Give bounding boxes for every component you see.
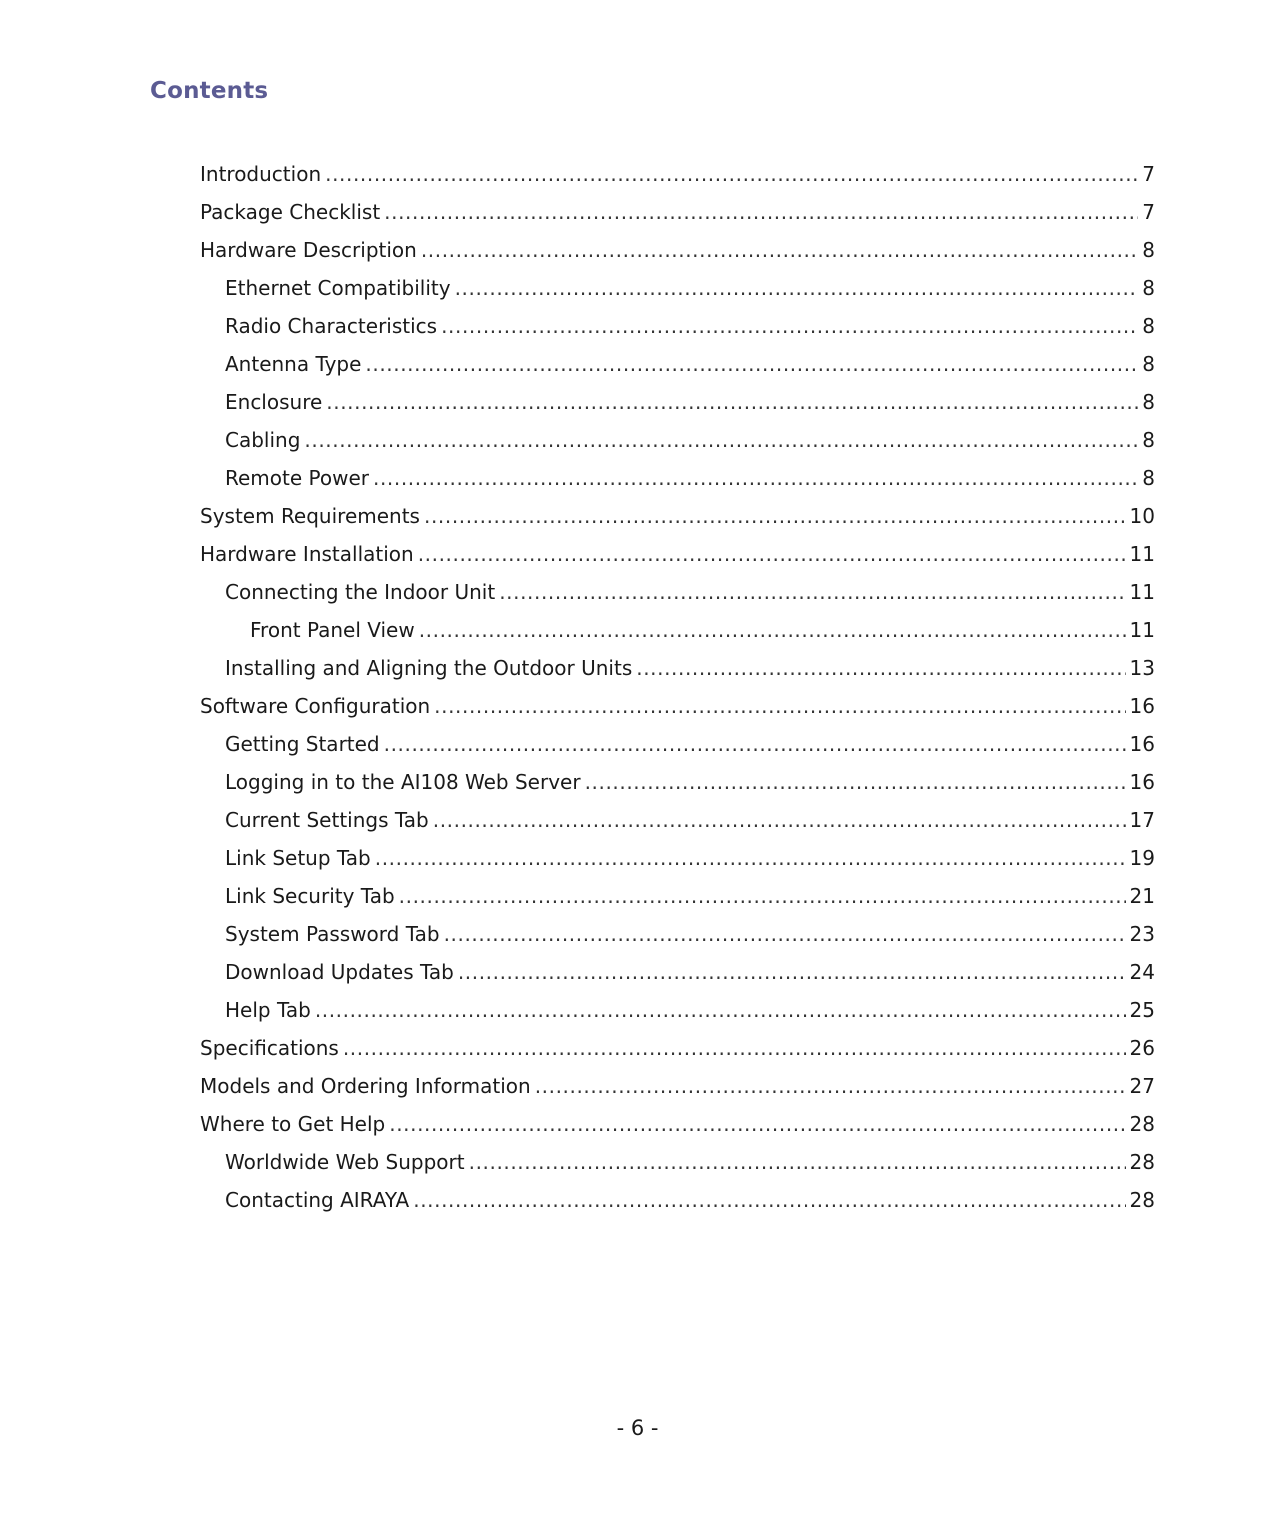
toc-entry-page-number: 24 <box>1129 960 1155 984</box>
toc-entry-page-number: 8 <box>1142 276 1155 300</box>
toc-entry-title: Link Security Tab <box>225 884 395 908</box>
toc-entry[interactable] <box>200 497 1155 535</box>
toc-entry-page-number: 8 <box>1142 314 1155 338</box>
dot-leader <box>373 459 1138 497</box>
toc-entry-page-number: 19 <box>1129 846 1155 870</box>
toc-entry-title: Remote Power <box>225 466 369 490</box>
toc-entry[interactable] <box>200 155 1155 193</box>
toc-entry-page-number: 8 <box>1142 352 1155 376</box>
toc-entry[interactable] <box>200 345 1155 383</box>
toc-entry-page-number: 11 <box>1129 618 1155 642</box>
toc-entry[interactable] <box>200 535 1155 573</box>
dot-leader <box>458 953 1126 991</box>
toc-entry-title: Models and Ordering Information <box>200 1074 531 1098</box>
dot-leader <box>499 573 1125 611</box>
toc-entry[interactable] <box>200 991 1155 1029</box>
toc-entry-page-number: 8 <box>1142 390 1155 414</box>
toc-entry-title: Antenna Type <box>225 352 362 376</box>
dot-leader <box>535 1067 1126 1105</box>
dot-leader <box>421 231 1138 269</box>
toc-entry-title: Contacting AIRAYA <box>225 1188 410 1212</box>
toc-entry[interactable] <box>200 953 1155 991</box>
toc-entry-page-number: 21 <box>1129 884 1155 908</box>
dot-leader <box>419 611 1126 649</box>
toc-entry-page-number: 28 <box>1129 1188 1155 1212</box>
dot-leader <box>325 155 1138 193</box>
toc-entry[interactable] <box>200 687 1155 725</box>
toc-entry-title: Connecting the Indoor Unit <box>225 580 496 604</box>
toc-entry-title: System Requirements <box>200 504 420 528</box>
dot-leader <box>304 421 1138 459</box>
toc-entry[interactable] <box>200 877 1155 915</box>
table-of-contents <box>200 155 1155 1219</box>
dot-leader <box>375 839 1126 877</box>
dot-leader <box>413 1181 1125 1219</box>
page-title: Contents <box>150 78 269 104</box>
toc-entry-title: Introduction <box>200 162 322 186</box>
dot-leader <box>441 307 1138 345</box>
toc-entry-title: Specifications <box>200 1036 339 1060</box>
toc-entry[interactable] <box>200 649 1155 687</box>
dot-leader <box>433 801 1126 839</box>
dot-leader <box>585 763 1126 801</box>
toc-entry-title: Worldwide Web Support <box>225 1150 465 1174</box>
dot-leader <box>326 383 1138 421</box>
toc-entry-title: Enclosure <box>225 390 323 414</box>
dot-leader <box>444 915 1126 953</box>
toc-entry-page-number: 26 <box>1129 1036 1155 1060</box>
dot-leader <box>434 687 1125 725</box>
dot-leader <box>399 877 1126 915</box>
toc-entry[interactable] <box>200 1029 1155 1067</box>
toc-entry-page-number: 10 <box>1129 504 1155 528</box>
toc-entry-title: Hardware Installation <box>200 542 414 566</box>
dot-leader <box>315 991 1126 1029</box>
toc-entry-title: Download Updates Tab <box>225 960 454 984</box>
dot-leader <box>343 1029 1126 1067</box>
toc-entry-page-number: 23 <box>1129 922 1155 946</box>
dot-leader <box>389 1105 1125 1143</box>
dot-leader <box>418 535 1126 573</box>
toc-entry[interactable] <box>200 193 1155 231</box>
toc-entry-title: Radio Characteristics <box>225 314 438 338</box>
toc-entry[interactable] <box>200 801 1155 839</box>
toc-entry-page-number: 16 <box>1129 694 1155 718</box>
toc-entry-page-number: 28 <box>1129 1112 1155 1136</box>
toc-entry-title: Hardware Description <box>200 238 417 262</box>
dot-leader <box>384 725 1126 763</box>
dot-leader <box>455 269 1139 307</box>
toc-entry[interactable] <box>200 459 1155 497</box>
toc-entry[interactable] <box>200 763 1155 801</box>
toc-entry-title: Logging in to the AI108 Web Server <box>225 770 581 794</box>
page-number: - 6 - <box>616 1416 659 1440</box>
toc-entry-page-number: 7 <box>1142 200 1155 224</box>
toc-entry-title: Getting Started <box>225 732 380 756</box>
toc-entry[interactable] <box>200 1181 1155 1219</box>
toc-entry[interactable] <box>200 573 1155 611</box>
toc-entry[interactable] <box>200 915 1155 953</box>
toc-entry[interactable] <box>200 1143 1155 1181</box>
toc-entry-page-number: 16 <box>1129 770 1155 794</box>
dot-leader <box>424 497 1126 535</box>
toc-entry-page-number: 11 <box>1129 542 1155 566</box>
toc-entry-page-number: 28 <box>1129 1150 1155 1174</box>
toc-entry-page-number: 25 <box>1129 998 1155 1022</box>
toc-entry-title: Help Tab <box>225 998 311 1022</box>
toc-entry-title: Front Panel View <box>250 618 415 642</box>
toc-entry-page-number: 8 <box>1142 428 1155 452</box>
dot-leader <box>365 345 1138 383</box>
toc-entry-title: Link Setup Tab <box>225 846 371 870</box>
toc-entry-page-number: 13 <box>1129 656 1155 680</box>
toc-entry-page-number: 7 <box>1142 162 1155 186</box>
toc-entry[interactable] <box>200 307 1155 345</box>
toc-entry[interactable] <box>200 269 1155 307</box>
toc-entry-title: Where to Get Help <box>200 1112 386 1136</box>
toc-entry-page-number: 8 <box>1142 238 1155 262</box>
dot-leader <box>384 193 1138 231</box>
toc-entry-title: Ethernet Compatibility <box>225 276 451 300</box>
toc-entry-page-number: 27 <box>1129 1074 1155 1098</box>
dot-leader <box>636 649 1125 687</box>
dot-leader <box>469 1143 1126 1181</box>
toc-entry-title: System Password Tab <box>225 922 440 946</box>
toc-entry[interactable] <box>200 1067 1155 1105</box>
toc-entry[interactable] <box>200 231 1155 269</box>
toc-entry-page-number: 17 <box>1129 808 1155 832</box>
toc-entry-title: Current Settings Tab <box>225 808 429 832</box>
toc-entry[interactable] <box>200 421 1155 459</box>
toc-entry-title: Software Configuration <box>200 694 431 718</box>
toc-entry[interactable] <box>200 611 1155 649</box>
toc-entry-page-number: 8 <box>1142 466 1155 490</box>
toc-entry[interactable] <box>200 1105 1155 1143</box>
toc-entry[interactable] <box>200 839 1155 877</box>
toc-entry[interactable] <box>200 725 1155 763</box>
toc-entry-title: Package Checklist <box>200 200 381 224</box>
toc-entry-page-number: 11 <box>1129 580 1155 604</box>
toc-entry-page-number: 16 <box>1129 732 1155 756</box>
toc-entry-title: Cabling <box>225 428 301 452</box>
toc-entry-title: Installing and Aligning the Outdoor Units <box>225 656 633 680</box>
toc-entry[interactable] <box>200 383 1155 421</box>
